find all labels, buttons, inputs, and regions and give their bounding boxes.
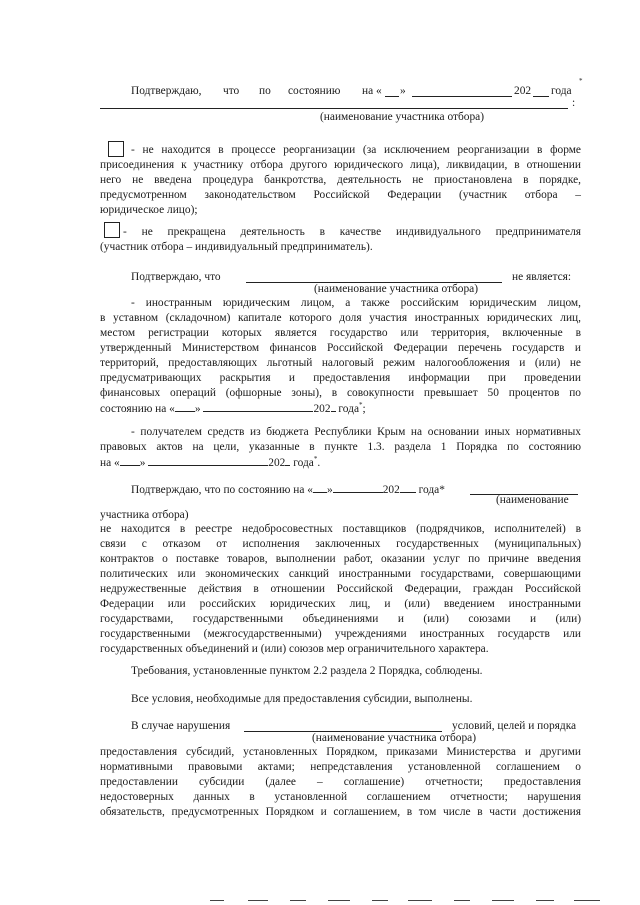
registry-date-mid: »: [326, 484, 333, 496]
date-close: »: [400, 85, 406, 97]
confirm-not-lead: Подтверждаю, что: [131, 271, 221, 283]
foreign-date-line: [100, 401, 366, 417]
registry-year-blank[interactable]: [400, 482, 416, 493]
registry-line-9: государственных объединений и (или) союзов мер ограничительного характера.: [100, 643, 489, 655]
foreign-line-2: в уставном (складочном) капитале которого доля участия иностранных юридических лиц,: [100, 312, 581, 324]
violation-lead: В случае нарушения: [131, 720, 231, 732]
foreign-line-7: финансовых операций (офшорные зоны), в совокупности превышает 50 процентов по: [100, 387, 581, 399]
budget-day-blank[interactable]: [120, 455, 140, 466]
foreign-footnote: *: [359, 401, 363, 410]
registry-day-blank[interactable]: [313, 482, 327, 493]
foreign-line-5: территорий, предоставляющих льготный налоговый режим налогообложения и (или) не: [100, 357, 581, 369]
registry-line-8: государственными (межгосударственными) учреждениями иностранных государств или: [100, 628, 581, 640]
foreign-date-mid: »: [194, 403, 201, 415]
conditions-met: Все условия, необходимые для предоставления субсидии, выполнены.: [131, 693, 473, 705]
budget-date-prefix: на «: [100, 457, 120, 469]
registry-caption-a: (наименование: [496, 494, 569, 506]
foreign-line-1: - иностранным юридическим лицом, а также российским юридическим лицом,: [131, 297, 581, 309]
word-confirm: Подтверждаю,: [131, 85, 202, 97]
entrepreneur-line-1: - не прекращена деятельность в качестве индивидуального предпринимателя: [123, 226, 581, 238]
registry-confirm-line: [131, 482, 445, 498]
word-that: что: [223, 85, 240, 97]
caption-participant-3: (наименование участника отбора): [312, 732, 477, 744]
date-open: на «: [362, 85, 382, 97]
violation-tail: условий, целей и порядка: [452, 720, 577, 732]
registry-month-blank[interactable]: [333, 482, 383, 493]
foreign-year: 202: [313, 403, 331, 415]
not-is-label: не является:: [512, 271, 572, 283]
budget-year-word: года: [290, 457, 314, 469]
foreign-line-4: утвержденный Министерством финансов Российской Федерации перечень государств и: [100, 342, 581, 354]
caption-participant-2: (наименование участника отбора): [314, 283, 479, 295]
registry-footnote: *: [439, 484, 445, 496]
cut-off-text-line: [196, 897, 606, 905]
registry-lead: Подтверждаю, что по состоянию на «: [131, 484, 313, 496]
budget-month-blank[interactable]: [148, 455, 268, 466]
budget-date-line: [100, 455, 320, 471]
checkbox-reorganization[interactable]: [108, 141, 124, 157]
foreign-line-3: местом регистрации которых является государство или территория, включенные в: [100, 327, 581, 339]
year-word: года: [551, 85, 572, 97]
foreign-semicolon: ;: [362, 403, 366, 415]
violation-line-5: обязательств, предусмотренных Порядком и соглашением, в том числе в части достижения: [100, 806, 581, 818]
caption-participant-1: (наименование участника отбора): [320, 111, 485, 123]
budget-dot: .: [317, 457, 321, 469]
budget-footnote: *: [313, 455, 318, 464]
registry-year-word: года: [415, 484, 440, 496]
year-blank[interactable]: [533, 86, 549, 97]
violation-line-1: предоставления субсидий, установленных Порядком, приказами Министерства и другими: [100, 746, 581, 758]
foreign-year-word: года: [335, 403, 360, 415]
registry-line-1: не находится в реестре недобросовестных поставщиков (подрядчиков, исполнителей) в: [100, 523, 581, 535]
requirements-met: Требования, установленные пунктом 2.2 раздела 2 Порядка, соблюдены.: [131, 665, 483, 677]
line-end-colon: :: [572, 97, 576, 109]
reorg-line-3: него не введена процедура банкротства, деятельность не приостановлена в порядке,: [100, 174, 581, 186]
reorg-line-5: юридическое лицо);: [100, 204, 198, 216]
word-state: состоянию: [288, 85, 341, 97]
registry-line-2: связи с отказом от исполнения заключенных государственных (муниципальных): [100, 538, 581, 550]
foreign-line-6: предусматривающих раскрытия и предоставления информации при проведении: [100, 372, 581, 384]
month-blank[interactable]: [412, 86, 512, 97]
entrepreneur-line-2: (участник отбора – индивидуальный предприниматель).: [100, 241, 373, 253]
budget-year: 202: [268, 457, 286, 469]
violation-line-3: предоставлении субсидии (далее – соглашение) отчетности; предоставления: [100, 776, 581, 788]
day-blank[interactable]: [385, 86, 399, 97]
year-prefix: 202: [514, 85, 532, 97]
registry-line-5: недружественные действия в отношении Российской Федерации, граждан Российской: [100, 583, 581, 595]
budget-line-1: - получателем средств из бюджета Республики Крым на основании иных нормативных: [131, 426, 581, 438]
registry-line-6: Федерации или российских юридических лиц, и (или) введением иностранными: [100, 598, 581, 610]
violation-line-2: нормативными правовыми актами; непредставления установленной соглашением о: [100, 761, 581, 773]
registry-line-4: политических или экономических санкций иностранными государствами, совершающими: [100, 568, 581, 580]
reorg-line-4: предусмотренном законодательством Российской Федерации (участник отбора –: [100, 189, 581, 201]
budget-date-mid: »: [139, 457, 146, 469]
registry-caption-b: участника отбора): [100, 509, 189, 521]
reorg-line-2: присоединения к участнику отбора другого юридического лица), ликвидации, в отношении: [100, 159, 581, 171]
foreign-date-prefix: состоянию на «: [100, 403, 175, 415]
foreign-month-blank[interactable]: [203, 401, 313, 412]
registry-year: 202: [382, 484, 400, 496]
budget-line-2: правовых актов на цели, указанные в пункте 1.3. раздела 1 Порядка по состоянию: [100, 441, 581, 453]
violation-line-4: недостоверных данных в установленной соглашением отчетности; нарушения: [100, 791, 581, 803]
foreign-day-blank[interactable]: [175, 401, 195, 412]
checkbox-entrepreneur[interactable]: [104, 222, 120, 238]
reorg-line-1: - не находится в процессе реорганизации (за исключением реорганизации в форме: [131, 144, 581, 156]
word-by: по: [259, 85, 271, 97]
participant-name-blank[interactable]: [100, 98, 568, 109]
registry-line-3: контрактов о поставке товаров, выполнении работ, оказании услуг по причине введения: [100, 553, 581, 565]
registry-line-7: государствами, государственными объединениями и (или) союзами и (или): [100, 613, 581, 625]
